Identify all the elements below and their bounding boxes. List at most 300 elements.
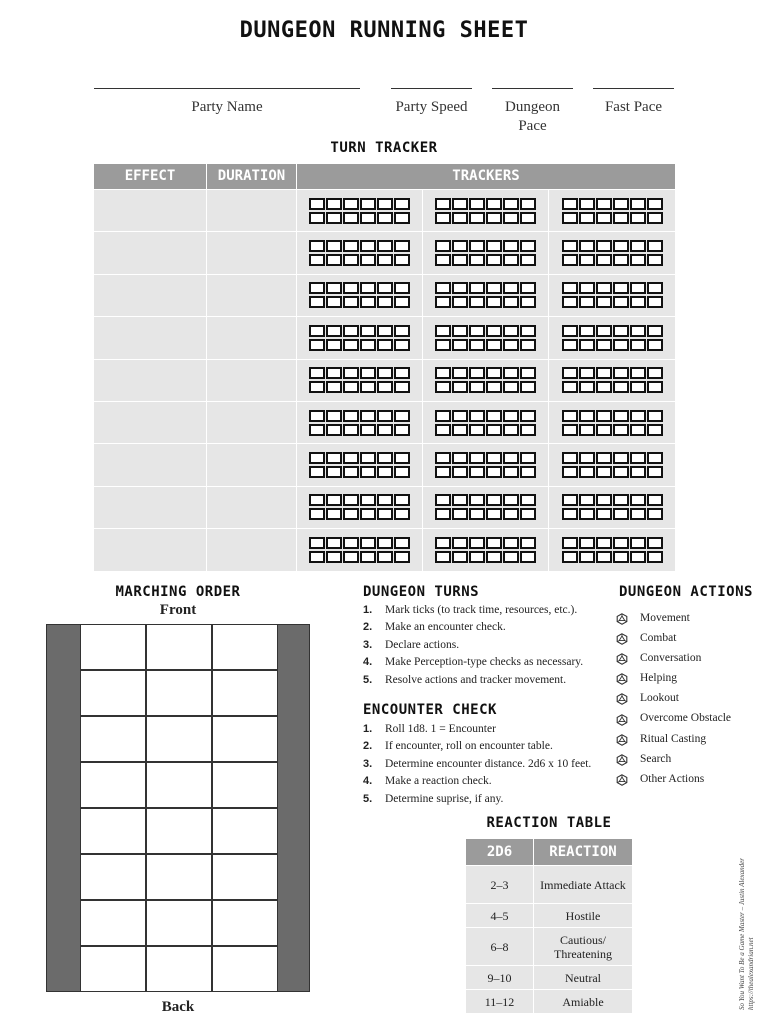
tracker-checkbox[interactable] — [503, 410, 519, 422]
tracker-checkbox[interactable] — [452, 212, 468, 224]
tracker-checkbox[interactable] — [394, 424, 410, 436]
tracker-checkbox[interactable] — [360, 494, 376, 506]
tracker-checkbox[interactable] — [394, 325, 410, 337]
tracker-checkbox[interactable] — [452, 367, 468, 379]
tracker-checkbox[interactable] — [377, 466, 393, 478]
tracker-checkbox[interactable] — [520, 367, 536, 379]
tracker-checkbox[interactable] — [647, 551, 663, 563]
tracker-checkbox[interactable] — [562, 240, 578, 252]
tracker-checkbox[interactable] — [343, 282, 359, 294]
tracker-checkbox[interactable] — [630, 325, 646, 337]
tracker-checkbox[interactable] — [377, 339, 393, 351]
tracker-checkbox[interactable] — [343, 198, 359, 210]
tracker-checkbox[interactable] — [520, 410, 536, 422]
tracker-checkbox[interactable] — [435, 508, 451, 520]
tracker-checkbox[interactable] — [613, 212, 629, 224]
tracker-checkbox[interactable] — [647, 452, 663, 464]
tracker-checkbox[interactable] — [596, 198, 612, 210]
tracker-checkbox[interactable] — [647, 240, 663, 252]
tracker-checkbox[interactable] — [630, 282, 646, 294]
marching-slot[interactable] — [146, 900, 212, 946]
tracker-checkbox[interactable] — [613, 537, 629, 549]
tracker-checkbox[interactable] — [394, 240, 410, 252]
tracker-checkbox[interactable] — [647, 198, 663, 210]
duration-cell[interactable] — [207, 402, 297, 443]
tracker-checkbox[interactable] — [562, 537, 578, 549]
tracker-checkbox[interactable] — [613, 254, 629, 266]
tracker-checkbox[interactable] — [452, 494, 468, 506]
marching-slot[interactable] — [146, 624, 212, 670]
tracker-checkbox[interactable] — [503, 424, 519, 436]
tracker-checkbox[interactable] — [435, 282, 451, 294]
tracker-checkbox[interactable] — [562, 551, 578, 563]
tracker-checkbox[interactable] — [503, 240, 519, 252]
tracker-checkbox[interactable] — [377, 367, 393, 379]
tracker-checkbox[interactable] — [326, 367, 342, 379]
tracker-checkbox[interactable] — [469, 466, 485, 478]
tracker-checkbox[interactable] — [326, 537, 342, 549]
tracker-checkbox[interactable] — [579, 537, 595, 549]
tracker-checkbox[interactable] — [360, 325, 376, 337]
marching-slot[interactable] — [212, 670, 278, 716]
effect-cell[interactable] — [94, 317, 207, 358]
tracker-checkbox[interactable] — [360, 424, 376, 436]
marching-slot[interactable] — [212, 900, 278, 946]
tracker-checkbox[interactable] — [503, 466, 519, 478]
tracker-checkbox[interactable] — [377, 551, 393, 563]
tracker-checkbox[interactable] — [469, 339, 485, 351]
tracker-checkbox[interactable] — [360, 198, 376, 210]
duration-cell[interactable] — [207, 444, 297, 485]
tracker-checkbox[interactable] — [469, 325, 485, 337]
tracker-checkbox[interactable] — [596, 367, 612, 379]
tracker-checkbox[interactable] — [579, 424, 595, 436]
tracker-checkbox[interactable] — [613, 494, 629, 506]
tracker-checkbox[interactable] — [377, 212, 393, 224]
tracker-checkbox[interactable] — [596, 537, 612, 549]
tracker-checkbox[interactable] — [435, 325, 451, 337]
tracker-checkbox[interactable] — [452, 339, 468, 351]
tracker-checkbox[interactable] — [486, 254, 502, 266]
tracker-checkbox[interactable] — [326, 410, 342, 422]
tracker-checkbox[interactable] — [309, 240, 325, 252]
tracker-checkbox[interactable] — [435, 494, 451, 506]
tracker-checkbox[interactable] — [435, 212, 451, 224]
tracker-checkbox[interactable] — [503, 325, 519, 337]
tracker-checkbox[interactable] — [469, 296, 485, 308]
tracker-checkbox[interactable] — [562, 452, 578, 464]
tracker-checkbox[interactable] — [326, 282, 342, 294]
tracker-checkbox[interactable] — [596, 325, 612, 337]
duration-cell[interactable] — [207, 275, 297, 316]
tracker-checkbox[interactable] — [630, 381, 646, 393]
tracker-checkbox[interactable] — [520, 325, 536, 337]
tracker-checkbox[interactable] — [343, 254, 359, 266]
marching-slot[interactable] — [212, 854, 278, 900]
effect-cell[interactable] — [94, 402, 207, 443]
tracker-checkbox[interactable] — [377, 452, 393, 464]
tracker-checkbox[interactable] — [596, 282, 612, 294]
tracker-checkbox[interactable] — [452, 466, 468, 478]
tracker-checkbox[interactable] — [486, 325, 502, 337]
party-name-field[interactable] — [94, 88, 360, 89]
effect-cell[interactable] — [94, 275, 207, 316]
dungeon-pace-field[interactable] — [492, 88, 573, 89]
tracker-checkbox[interactable] — [343, 325, 359, 337]
duration-cell[interactable] — [207, 190, 297, 231]
tracker-checkbox[interactable] — [647, 424, 663, 436]
tracker-checkbox[interactable] — [343, 296, 359, 308]
tracker-checkbox[interactable] — [452, 508, 468, 520]
tracker-checkbox[interactable] — [452, 410, 468, 422]
tracker-checkbox[interactable] — [343, 410, 359, 422]
tracker-checkbox[interactable] — [613, 367, 629, 379]
tracker-checkbox[interactable] — [613, 551, 629, 563]
tracker-checkbox[interactable] — [394, 198, 410, 210]
tracker-checkbox[interactable] — [309, 198, 325, 210]
tracker-checkbox[interactable] — [469, 198, 485, 210]
tracker-checkbox[interactable] — [647, 212, 663, 224]
marching-slot[interactable] — [146, 808, 212, 854]
tracker-checkbox[interactable] — [469, 508, 485, 520]
tracker-checkbox[interactable] — [377, 508, 393, 520]
tracker-checkbox[interactable] — [520, 508, 536, 520]
tracker-checkbox[interactable] — [343, 494, 359, 506]
fast-pace-field[interactable] — [593, 88, 674, 89]
tracker-checkbox[interactable] — [520, 452, 536, 464]
tracker-checkbox[interactable] — [613, 452, 629, 464]
tracker-checkbox[interactable] — [469, 537, 485, 549]
tracker-checkbox[interactable] — [579, 240, 595, 252]
tracker-checkbox[interactable] — [343, 381, 359, 393]
tracker-checkbox[interactable] — [326, 466, 342, 478]
duration-cell[interactable] — [207, 360, 297, 401]
tracker-checkbox[interactable] — [394, 296, 410, 308]
tracker-checkbox[interactable] — [309, 339, 325, 351]
effect-cell[interactable] — [94, 190, 207, 231]
tracker-checkbox[interactable] — [343, 339, 359, 351]
duration-cell[interactable] — [207, 317, 297, 358]
tracker-checkbox[interactable] — [630, 424, 646, 436]
marching-slot[interactable] — [146, 716, 212, 762]
tracker-checkbox[interactable] — [309, 452, 325, 464]
tracker-checkbox[interactable] — [452, 240, 468, 252]
tracker-checkbox[interactable] — [469, 551, 485, 563]
tracker-checkbox[interactable] — [469, 212, 485, 224]
tracker-checkbox[interactable] — [394, 212, 410, 224]
tracker-checkbox[interactable] — [596, 240, 612, 252]
tracker-checkbox[interactable] — [579, 325, 595, 337]
tracker-checkbox[interactable] — [562, 424, 578, 436]
tracker-checkbox[interactable] — [647, 325, 663, 337]
tracker-checkbox[interactable] — [469, 254, 485, 266]
marching-slot[interactable] — [80, 624, 146, 670]
tracker-checkbox[interactable] — [647, 508, 663, 520]
tracker-checkbox[interactable] — [647, 282, 663, 294]
tracker-checkbox[interactable] — [452, 296, 468, 308]
marching-slot[interactable] — [146, 946, 212, 992]
tracker-checkbox[interactable] — [596, 254, 612, 266]
tracker-checkbox[interactable] — [562, 367, 578, 379]
tracker-checkbox[interactable] — [520, 339, 536, 351]
tracker-checkbox[interactable] — [486, 339, 502, 351]
tracker-checkbox[interactable] — [562, 381, 578, 393]
tracker-checkbox[interactable] — [486, 466, 502, 478]
tracker-checkbox[interactable] — [503, 254, 519, 266]
tracker-checkbox[interactable] — [630, 452, 646, 464]
tracker-checkbox[interactable] — [343, 466, 359, 478]
tracker-checkbox[interactable] — [613, 198, 629, 210]
tracker-checkbox[interactable] — [435, 424, 451, 436]
tracker-checkbox[interactable] — [596, 494, 612, 506]
duration-cell[interactable] — [207, 232, 297, 273]
duration-cell[interactable] — [207, 529, 297, 570]
tracker-checkbox[interactable] — [486, 282, 502, 294]
tracker-checkbox[interactable] — [360, 240, 376, 252]
tracker-checkbox[interactable] — [486, 410, 502, 422]
tracker-checkbox[interactable] — [309, 212, 325, 224]
tracker-checkbox[interactable] — [630, 212, 646, 224]
tracker-checkbox[interactable] — [435, 452, 451, 464]
tracker-checkbox[interactable] — [647, 367, 663, 379]
tracker-checkbox[interactable] — [630, 551, 646, 563]
tracker-checkbox[interactable] — [503, 198, 519, 210]
tracker-checkbox[interactable] — [435, 339, 451, 351]
tracker-checkbox[interactable] — [503, 537, 519, 549]
effect-cell[interactable] — [94, 529, 207, 570]
tracker-checkbox[interactable] — [520, 212, 536, 224]
tracker-checkbox[interactable] — [486, 508, 502, 520]
tracker-checkbox[interactable] — [562, 282, 578, 294]
tracker-checkbox[interactable] — [579, 254, 595, 266]
tracker-checkbox[interactable] — [469, 367, 485, 379]
tracker-checkbox[interactable] — [469, 452, 485, 464]
marching-slot[interactable] — [80, 900, 146, 946]
tracker-checkbox[interactable] — [326, 551, 342, 563]
tracker-checkbox[interactable] — [326, 325, 342, 337]
tracker-checkbox[interactable] — [326, 452, 342, 464]
marching-slot[interactable] — [146, 670, 212, 716]
tracker-checkbox[interactable] — [647, 410, 663, 422]
tracker-checkbox[interactable] — [343, 424, 359, 436]
tracker-checkbox[interactable] — [520, 551, 536, 563]
tracker-checkbox[interactable] — [469, 381, 485, 393]
tracker-checkbox[interactable] — [452, 424, 468, 436]
tracker-checkbox[interactable] — [452, 198, 468, 210]
tracker-checkbox[interactable] — [377, 296, 393, 308]
tracker-checkbox[interactable] — [486, 537, 502, 549]
tracker-checkbox[interactable] — [503, 212, 519, 224]
tracker-checkbox[interactable] — [360, 466, 376, 478]
tracker-checkbox[interactable] — [452, 551, 468, 563]
tracker-checkbox[interactable] — [579, 282, 595, 294]
marching-slot[interactable] — [212, 946, 278, 992]
tracker-checkbox[interactable] — [452, 254, 468, 266]
tracker-checkbox[interactable] — [377, 410, 393, 422]
tracker-checkbox[interactable] — [520, 466, 536, 478]
tracker-checkbox[interactable] — [394, 339, 410, 351]
tracker-checkbox[interactable] — [435, 410, 451, 422]
tracker-checkbox[interactable] — [630, 537, 646, 549]
marching-slot[interactable] — [212, 762, 278, 808]
marching-slot[interactable] — [80, 854, 146, 900]
tracker-checkbox[interactable] — [579, 410, 595, 422]
tracker-checkbox[interactable] — [630, 254, 646, 266]
tracker-checkbox[interactable] — [503, 551, 519, 563]
tracker-checkbox[interactable] — [630, 198, 646, 210]
tracker-checkbox[interactable] — [326, 424, 342, 436]
tracker-checkbox[interactable] — [486, 452, 502, 464]
tracker-checkbox[interactable] — [309, 424, 325, 436]
tracker-checkbox[interactable] — [520, 494, 536, 506]
tracker-checkbox[interactable] — [309, 296, 325, 308]
tracker-checkbox[interactable] — [394, 410, 410, 422]
tracker-checkbox[interactable] — [343, 537, 359, 549]
effect-cell[interactable] — [94, 487, 207, 528]
tracker-checkbox[interactable] — [520, 282, 536, 294]
tracker-checkbox[interactable] — [596, 466, 612, 478]
tracker-checkbox[interactable] — [343, 212, 359, 224]
tracker-checkbox[interactable] — [579, 296, 595, 308]
tracker-checkbox[interactable] — [309, 282, 325, 294]
tracker-checkbox[interactable] — [579, 381, 595, 393]
tracker-checkbox[interactable] — [613, 339, 629, 351]
tracker-checkbox[interactable] — [394, 254, 410, 266]
tracker-checkbox[interactable] — [613, 508, 629, 520]
tracker-checkbox[interactable] — [360, 254, 376, 266]
tracker-checkbox[interactable] — [394, 381, 410, 393]
tracker-checkbox[interactable] — [596, 508, 612, 520]
tracker-checkbox[interactable] — [520, 381, 536, 393]
tracker-checkbox[interactable] — [596, 452, 612, 464]
tracker-checkbox[interactable] — [486, 367, 502, 379]
tracker-checkbox[interactable] — [630, 339, 646, 351]
tracker-checkbox[interactable] — [562, 494, 578, 506]
tracker-checkbox[interactable] — [309, 537, 325, 549]
tracker-checkbox[interactable] — [435, 551, 451, 563]
tracker-checkbox[interactable] — [469, 494, 485, 506]
tracker-checkbox[interactable] — [326, 508, 342, 520]
marching-slot[interactable] — [80, 670, 146, 716]
tracker-checkbox[interactable] — [394, 537, 410, 549]
tracker-checkbox[interactable] — [360, 282, 376, 294]
tracker-checkbox[interactable] — [309, 551, 325, 563]
tracker-checkbox[interactable] — [343, 551, 359, 563]
tracker-checkbox[interactable] — [377, 424, 393, 436]
tracker-checkbox[interactable] — [469, 240, 485, 252]
tracker-checkbox[interactable] — [486, 296, 502, 308]
tracker-checkbox[interactable] — [503, 296, 519, 308]
tracker-checkbox[interactable] — [613, 424, 629, 436]
tracker-checkbox[interactable] — [377, 325, 393, 337]
tracker-checkbox[interactable] — [596, 410, 612, 422]
tracker-checkbox[interactable] — [562, 466, 578, 478]
tracker-checkbox[interactable] — [486, 212, 502, 224]
tracker-checkbox[interactable] — [309, 508, 325, 520]
tracker-checkbox[interactable] — [309, 466, 325, 478]
tracker-checkbox[interactable] — [630, 508, 646, 520]
marching-slot[interactable] — [80, 716, 146, 762]
tracker-checkbox[interactable] — [579, 367, 595, 379]
marching-slot[interactable] — [80, 808, 146, 854]
effect-cell[interactable] — [94, 360, 207, 401]
tracker-checkbox[interactable] — [394, 508, 410, 520]
tracker-checkbox[interactable] — [503, 367, 519, 379]
tracker-checkbox[interactable] — [360, 551, 376, 563]
tracker-checkbox[interactable] — [647, 381, 663, 393]
marching-slot[interactable] — [146, 762, 212, 808]
tracker-checkbox[interactable] — [613, 381, 629, 393]
tracker-checkbox[interactable] — [486, 551, 502, 563]
tracker-checkbox[interactable] — [647, 339, 663, 351]
tracker-checkbox[interactable] — [579, 551, 595, 563]
tracker-checkbox[interactable] — [579, 198, 595, 210]
tracker-checkbox[interactable] — [613, 325, 629, 337]
tracker-checkbox[interactable] — [630, 466, 646, 478]
tracker-checkbox[interactable] — [343, 367, 359, 379]
tracker-checkbox[interactable] — [579, 212, 595, 224]
tracker-checkbox[interactable] — [647, 296, 663, 308]
tracker-checkbox[interactable] — [343, 508, 359, 520]
marching-slot[interactable] — [80, 946, 146, 992]
tracker-checkbox[interactable] — [562, 254, 578, 266]
tracker-checkbox[interactable] — [579, 494, 595, 506]
tracker-checkbox[interactable] — [435, 466, 451, 478]
tracker-checkbox[interactable] — [562, 339, 578, 351]
tracker-checkbox[interactable] — [596, 424, 612, 436]
tracker-checkbox[interactable] — [435, 240, 451, 252]
tracker-checkbox[interactable] — [520, 537, 536, 549]
tracker-checkbox[interactable] — [503, 381, 519, 393]
tracker-checkbox[interactable] — [647, 254, 663, 266]
tracker-checkbox[interactable] — [503, 494, 519, 506]
tracker-checkbox[interactable] — [647, 466, 663, 478]
tracker-checkbox[interactable] — [630, 367, 646, 379]
tracker-checkbox[interactable] — [394, 452, 410, 464]
tracker-checkbox[interactable] — [613, 466, 629, 478]
tracker-checkbox[interactable] — [435, 198, 451, 210]
tracker-checkbox[interactable] — [377, 198, 393, 210]
tracker-checkbox[interactable] — [596, 551, 612, 563]
tracker-checkbox[interactable] — [360, 339, 376, 351]
tracker-checkbox[interactable] — [435, 254, 451, 266]
tracker-checkbox[interactable] — [503, 282, 519, 294]
tracker-checkbox[interactable] — [596, 212, 612, 224]
tracker-checkbox[interactable] — [394, 551, 410, 563]
tracker-checkbox[interactable] — [326, 198, 342, 210]
tracker-checkbox[interactable] — [326, 494, 342, 506]
tracker-checkbox[interactable] — [360, 296, 376, 308]
tracker-checkbox[interactable] — [452, 452, 468, 464]
marching-slot[interactable] — [80, 762, 146, 808]
tracker-checkbox[interactable] — [503, 508, 519, 520]
tracker-checkbox[interactable] — [562, 508, 578, 520]
tracker-checkbox[interactable] — [520, 424, 536, 436]
tracker-checkbox[interactable] — [326, 212, 342, 224]
tracker-checkbox[interactable] — [579, 339, 595, 351]
tracker-checkbox[interactable] — [309, 381, 325, 393]
tracker-checkbox[interactable] — [309, 494, 325, 506]
tracker-checkbox[interactable] — [452, 325, 468, 337]
tracker-checkbox[interactable] — [452, 381, 468, 393]
tracker-checkbox[interactable] — [360, 367, 376, 379]
tracker-checkbox[interactable] — [377, 240, 393, 252]
tracker-checkbox[interactable] — [579, 466, 595, 478]
tracker-checkbox[interactable] — [377, 381, 393, 393]
tracker-checkbox[interactable] — [377, 254, 393, 266]
tracker-checkbox[interactable] — [469, 424, 485, 436]
tracker-checkbox[interactable] — [326, 254, 342, 266]
